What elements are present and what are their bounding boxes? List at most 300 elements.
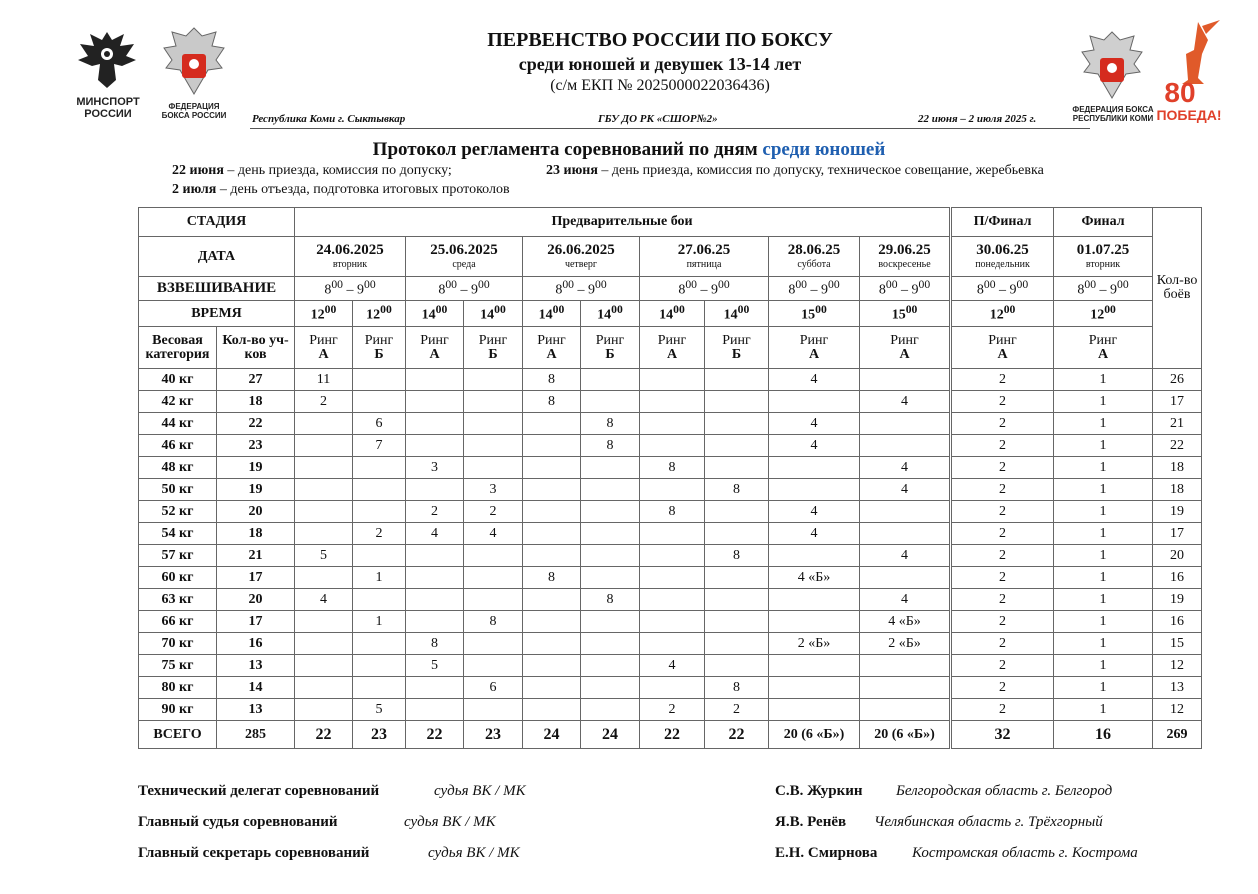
bouts-cell <box>581 523 640 545</box>
header-org: ГБУ ДО РК «СШОР№2» <box>598 113 718 125</box>
bouts-cell: 1 <box>1054 501 1153 523</box>
date-value: 26.06.2025 <box>547 242 615 258</box>
official-name <box>775 783 863 800</box>
bouts-cell: 4 <box>406 523 464 545</box>
session-time <box>1054 301 1153 327</box>
weigh-start-min: 00 <box>1084 278 1097 292</box>
bouts-cell <box>581 545 640 567</box>
bouts-cell: 2 <box>951 633 1054 655</box>
weigh-time: $8^{00} - 9^{00}$ <box>640 277 769 301</box>
bouts-cell <box>464 589 523 611</box>
weigh-end: 9 <box>711 282 718 298</box>
judge-rank-text: судья ВК / МК <box>434 783 526 799</box>
bouts-cell <box>581 479 640 501</box>
bouts-cell: 8 <box>523 567 581 589</box>
weight-category-header: Весовая категория <box>139 327 217 369</box>
protocol-title-highlight: среди юношей <box>762 139 886 160</box>
ring-cell <box>860 327 951 369</box>
bouts-cell <box>705 655 769 677</box>
row-total: 26 <box>1153 369 1202 391</box>
bouts-cell <box>523 633 581 655</box>
date-value: 27.06.25 <box>677 242 731 258</box>
bouts-cell <box>406 611 464 633</box>
ring-cell <box>295 327 353 369</box>
weigh-time: $8^{00} - 9^{00}$ <box>860 277 951 301</box>
bouts-cell: 8 <box>705 677 769 699</box>
ring-word: Ринг <box>799 332 829 348</box>
fbrk-logo-text: ФЕДЕРАЦИЯ БОКСА РЕСПУБЛИКИ КОМИ <box>1072 105 1154 123</box>
title-ekp: (с/м ЕКП № 2025000022036436) <box>550 77 770 94</box>
weigh-end-min: 00 <box>364 278 376 292</box>
ring-cell <box>353 327 406 369</box>
bouts-cell: 6 <box>353 413 406 435</box>
minsport-eagle-icon <box>72 24 142 94</box>
participants-count: 18 <box>217 523 295 545</box>
bouts-cell: 8 <box>705 545 769 567</box>
weigh-start-min: 00 <box>331 278 343 292</box>
session-time <box>406 301 464 327</box>
row-total: 19 <box>1153 589 1202 611</box>
bouts-cell: 8 <box>640 457 705 479</box>
victory-80-number: 80 <box>1164 77 1196 108</box>
weigh-time: $8^{00} - 9^{00}$ <box>1054 277 1153 301</box>
participants-count: 17 <box>217 611 295 633</box>
session-time <box>769 301 860 327</box>
bouts-cell <box>295 655 353 677</box>
ring-word: Ринг <box>420 332 449 348</box>
bouts-cell <box>353 457 406 479</box>
weigh-time: $8^{00} - 9^{00}$ <box>406 277 523 301</box>
bouts-cell <box>769 479 860 501</box>
participants-count-header: Кол-во уч-ков <box>217 327 295 369</box>
ring-cell <box>406 327 464 369</box>
date-cell <box>860 237 951 277</box>
bouts-cell: 8 <box>523 391 581 413</box>
total-label: ВСЕГО <box>139 721 217 749</box>
bouts-cell <box>464 369 523 391</box>
ring-cell <box>705 327 769 369</box>
bouts-cell: 8 <box>464 611 523 633</box>
bouts-cell <box>640 677 705 699</box>
protocol-title <box>0 139 1258 161</box>
bouts-cell <box>860 677 951 699</box>
ring-word: Ринг <box>537 332 566 348</box>
bouts-cell <box>581 501 640 523</box>
ring-word: Ринг <box>722 332 751 348</box>
bouts-cell <box>406 699 464 721</box>
bouts-cell: 8 <box>640 501 705 523</box>
bouts-cell <box>581 567 640 589</box>
table-row <box>139 413 1202 435</box>
bouts-cell: 2 <box>951 611 1054 633</box>
session-minutes: 00 <box>815 303 827 317</box>
participants-count: 17 <box>217 567 295 589</box>
judge-rank <box>428 845 520 862</box>
bouts-cell: 4 «Б» <box>860 611 951 633</box>
session-time <box>464 301 523 327</box>
participants-count: 19 <box>217 457 295 479</box>
bouts-cell <box>769 655 860 677</box>
bouts-cell: 1 <box>1054 413 1153 435</box>
bouts-cell: 2 <box>951 501 1054 523</box>
weigh-time: $8^{00} - 9^{00}$ <box>295 277 406 301</box>
time-row <box>139 301 1202 327</box>
bouts-cell <box>705 435 769 457</box>
bouts-cell <box>464 567 523 589</box>
weigh-start-min: 00 <box>983 278 996 292</box>
bouts-cell <box>860 567 951 589</box>
weigh-time: $8^{00} - 9^{00}$ <box>951 277 1054 301</box>
weigh-end-min: 00 <box>595 278 607 292</box>
session-hour: 14 <box>538 307 553 323</box>
ring-word: Ринг <box>1088 332 1118 348</box>
weigh-end-min: 00 <box>718 278 730 292</box>
official-region <box>874 814 1103 831</box>
bouts-cell <box>353 677 406 699</box>
official-region <box>912 845 1138 862</box>
session-total: 16 <box>1054 721 1153 749</box>
bouts-cell <box>705 589 769 611</box>
bouts-cell <box>523 479 581 501</box>
session-total: 22 <box>705 721 769 749</box>
bouts-cell: 8 <box>581 435 640 457</box>
weigh-end: 9 <box>471 282 478 298</box>
date-value: 28.06.25 <box>787 242 841 258</box>
bouts-cell <box>581 633 640 655</box>
bouts-cell <box>406 545 464 567</box>
weight-category: 63 кг <box>139 589 217 611</box>
note1-text: – день приезда, комиссия по допуску; <box>223 163 452 178</box>
weigh-start-min: 00 <box>885 278 898 292</box>
weight-category: 60 кг <box>139 567 217 589</box>
bouts-cell <box>464 457 523 479</box>
session-total: 23 <box>353 721 406 749</box>
bouts-cell <box>523 413 581 435</box>
bouts-cell <box>353 655 406 677</box>
row-total: 12 <box>1153 699 1202 721</box>
weigh-end-min: 00 <box>1016 278 1029 292</box>
ring-letter: А <box>899 346 910 362</box>
weight-category: 52 кг <box>139 501 217 523</box>
bouts-cell <box>705 567 769 589</box>
weight-category: 54 кг <box>139 523 217 545</box>
ring-letter: А <box>997 346 1008 362</box>
session-minutes: 00 <box>324 303 337 317</box>
weigh-end-min: 00 <box>828 278 840 292</box>
bouts-cell <box>406 567 464 589</box>
bouts-count-header: Кол-во боёв <box>1153 208 1202 369</box>
bouts-cell <box>705 523 769 545</box>
bouts-cell: 4 <box>640 655 705 677</box>
bouts-cell <box>464 391 523 413</box>
participants-count: 14 <box>217 677 295 699</box>
ring-letter: А <box>429 346 440 362</box>
weigh-start-min: 00 <box>445 278 457 292</box>
bouts-cell: 3 <box>464 479 523 501</box>
bouts-cell <box>295 633 353 655</box>
row-total: 17 <box>1153 523 1202 545</box>
session-time <box>860 301 951 327</box>
victory-word: ПОБЕДА! <box>1156 107 1222 123</box>
weight-category: 90 кг <box>139 699 217 721</box>
judge-rank <box>434 783 526 800</box>
session-time <box>951 301 1054 327</box>
row-total: 16 <box>1153 567 1202 589</box>
bouts-cell: 2 <box>951 523 1054 545</box>
session-time <box>295 301 353 327</box>
weight-category: 50 кг <box>139 479 217 501</box>
bouts-cell <box>769 611 860 633</box>
role-title: Главный судья соревнований <box>138 814 338 830</box>
bouts-cell: 5 <box>295 545 353 567</box>
participants-count: 13 <box>217 655 295 677</box>
session-minutes: 00 <box>1003 303 1016 317</box>
session-minutes: 00 <box>737 303 750 317</box>
participants-count: 20 <box>217 501 295 523</box>
bouts-cell: 1 <box>1054 435 1153 457</box>
official-region <box>896 783 1112 800</box>
session-total: 22 <box>640 721 705 749</box>
bouts-cell: 1 <box>1054 567 1153 589</box>
bouts-cell <box>523 589 581 611</box>
bouts-cell: 1 <box>1054 545 1153 567</box>
ring-row <box>139 327 1202 369</box>
row-total: 15 <box>1153 633 1202 655</box>
session-minutes: 00 <box>611 303 623 317</box>
ring-letter: А <box>666 346 678 362</box>
row-total: 12 <box>1153 655 1202 677</box>
bouts-cell: 4 <box>860 457 951 479</box>
bouts-cell <box>523 677 581 699</box>
weigh-end: 9 <box>821 282 828 298</box>
table-row <box>139 567 1202 589</box>
row-total: 16 <box>1153 611 1202 633</box>
bouts-cell <box>406 479 464 501</box>
table-row <box>139 479 1202 501</box>
ring-letter: А <box>546 346 557 362</box>
day-of-week: пятница <box>686 259 722 270</box>
weigh-start: 8 <box>438 282 446 298</box>
official-region-text: Челябинская область г. Трёхгорный <box>874 814 1103 830</box>
ring-letter: А <box>1097 346 1109 362</box>
bouts-cell <box>581 369 640 391</box>
role-title: Технический делегат соревнований <box>138 783 380 799</box>
row-total: 22 <box>1153 435 1202 457</box>
bouts-cell <box>353 633 406 655</box>
weigh-end: 9 <box>911 282 919 298</box>
judge-rank-text: судья ВК / МК <box>428 845 520 861</box>
bouts-cell <box>860 369 951 391</box>
bouts-cell: 1 <box>1054 391 1153 413</box>
bouts-cell: 2 <box>705 699 769 721</box>
bouts-cell: 4 <box>860 479 951 501</box>
stage-final: Финал <box>1054 208 1153 237</box>
bouts-cell: 2 <box>951 677 1054 699</box>
bouts-cell <box>295 413 353 435</box>
bouts-cell <box>581 655 640 677</box>
date-value: 01.07.25 <box>1076 242 1130 258</box>
session-total: 20 (6 «Б») <box>769 721 860 749</box>
row-total: 19 <box>1153 501 1202 523</box>
bouts-cell <box>406 435 464 457</box>
session-total: 32 <box>951 721 1054 749</box>
bouts-cell: 2 <box>951 391 1054 413</box>
session-time <box>705 301 769 327</box>
bouts-cell <box>523 611 581 633</box>
session-total: 22 <box>295 721 353 749</box>
session-hour: 14 <box>723 307 738 323</box>
table-row <box>139 523 1202 545</box>
fbr-logo-text: ФЕДЕРАЦИЯ БОКСА РОССИИ <box>161 102 227 120</box>
bouts-cell <box>464 545 523 567</box>
signature-role <box>138 814 338 831</box>
ring-letter: Б <box>605 346 615 362</box>
session-minutes: 00 <box>552 303 565 317</box>
note-departure <box>172 182 510 198</box>
weigh-start: 8 <box>555 282 563 298</box>
bouts-cell: 1 <box>1054 655 1153 677</box>
bouts-cell <box>640 567 705 589</box>
fbrk-emblem-icon <box>1076 28 1148 104</box>
bouts-cell <box>705 611 769 633</box>
weigh-start: 8 <box>976 282 984 298</box>
header-dates: 22 июня – 2 июля 2025 г. <box>918 113 1037 125</box>
date-value: 24.06.2025 <box>316 242 384 258</box>
bouts-cell: 1 <box>1054 479 1153 501</box>
bouts-cell <box>295 479 353 501</box>
weight-category: 75 кг <box>139 655 217 677</box>
bouts-cell: 1 <box>1054 633 1153 655</box>
weigh-label: ВЗВЕШИВАНИЕ <box>139 277 295 301</box>
row-total: 17 <box>1153 391 1202 413</box>
date-cell <box>406 237 523 277</box>
bouts-cell <box>705 391 769 413</box>
official-name-text: Е.Н. Смирнова <box>775 845 878 861</box>
bouts-cell <box>464 435 523 457</box>
bouts-cell <box>406 369 464 391</box>
table-row <box>139 633 1202 655</box>
bouts-cell: 2 «Б» <box>860 633 951 655</box>
title-sub: среди юношей и девушек 13-14 лет <box>518 54 802 74</box>
bouts-cell: 8 <box>406 633 464 655</box>
signature-role <box>138 845 369 862</box>
ring-letter: Б <box>731 346 742 362</box>
official-region-text: Костромская область г. Кострома <box>912 845 1138 861</box>
bouts-cell <box>295 611 353 633</box>
weigh-start-min: 00 <box>795 278 807 292</box>
ring-cell <box>640 327 705 369</box>
session-time <box>353 301 406 327</box>
bouts-cell: 6 <box>464 677 523 699</box>
role-title: Главный секретарь соревнований <box>138 845 370 861</box>
day-of-week: четверг <box>564 259 598 270</box>
bouts-cell <box>581 699 640 721</box>
weight-category: 40 кг <box>139 369 217 391</box>
session-minutes: 00 <box>380 303 392 317</box>
participants-count: 21 <box>217 545 295 567</box>
bouts-cell: 1 <box>1054 523 1153 545</box>
ring-letter: Б <box>374 346 384 362</box>
bouts-cell: 2 <box>951 435 1054 457</box>
participants-count: 13 <box>217 699 295 721</box>
note3-text: – день отъезда, подготовка итоговых протоколов <box>216 182 510 197</box>
ring-cell <box>523 327 581 369</box>
bouts-cell: 4 <box>769 435 860 457</box>
bouts-cell <box>640 369 705 391</box>
date-cell <box>769 237 860 277</box>
note2-text: – день приезда, комиссия по допуску, техническое совещание, жеребьевка <box>597 163 1044 178</box>
stage-semifinal: П/Финал <box>951 208 1054 237</box>
bouts-cell <box>705 457 769 479</box>
bouts-cell: 1 <box>1054 589 1153 611</box>
bouts-cell <box>295 435 353 457</box>
bouts-cell <box>581 677 640 699</box>
date-value: 30.06.25 <box>976 242 1029 258</box>
bouts-cell: 4 <box>769 501 860 523</box>
bouts-cell: 2 <box>464 501 523 523</box>
grand-total: 269 <box>1153 721 1202 749</box>
table-row <box>139 435 1202 457</box>
ring-cell <box>581 327 640 369</box>
session-time <box>523 301 581 327</box>
ring-word: Ринг <box>595 332 625 348</box>
bouts-cell: 2 <box>951 545 1054 567</box>
bouts-cell <box>464 699 523 721</box>
bouts-cell: 1 <box>353 567 406 589</box>
bouts-cell <box>406 391 464 413</box>
session-hour: 14 <box>480 307 495 323</box>
bouts-cell: 2 <box>951 699 1054 721</box>
bouts-cell <box>295 567 353 589</box>
bouts-cell <box>353 589 406 611</box>
session-hour: 15 <box>801 307 816 323</box>
date-row <box>139 237 1202 277</box>
bouts-cell <box>640 391 705 413</box>
session-time <box>581 301 640 327</box>
weigh-start: 8 <box>878 282 886 298</box>
bouts-cell: 1 <box>353 611 406 633</box>
date-value: 29.06.25 <box>878 242 931 258</box>
bouts-cell: 7 <box>353 435 406 457</box>
table-row <box>139 545 1202 567</box>
table-row <box>139 391 1202 413</box>
participants-count: 27 <box>217 369 295 391</box>
bouts-cell: 8 <box>581 589 640 611</box>
table-row <box>139 589 1202 611</box>
ring-letter: А <box>808 346 820 362</box>
day-of-week: вторник <box>332 259 368 270</box>
weigh-end: 9 <box>588 282 595 298</box>
bouts-cell <box>705 633 769 655</box>
bouts-cell: 11 <box>295 369 353 391</box>
bouts-cell <box>353 501 406 523</box>
ring-cell <box>769 327 860 369</box>
session-hour: 12 <box>1090 307 1105 323</box>
weight-category: 66 кг <box>139 611 217 633</box>
title-main: ПЕРВЕНСТВО РОССИИ ПО БОКСУ <box>487 29 833 51</box>
bouts-cell: 4 <box>295 589 353 611</box>
session-hour: 15 <box>891 307 906 323</box>
bouts-cell: 2 <box>951 369 1054 391</box>
weight-category: 70 кг <box>139 633 217 655</box>
bouts-cell <box>640 479 705 501</box>
bouts-cell <box>295 699 353 721</box>
bouts-cell: 4 <box>860 545 951 567</box>
bouts-cell: 4 <box>860 391 951 413</box>
table-row <box>139 611 1202 633</box>
day-of-week: воскресенье <box>878 259 931 270</box>
official-name-text: Я.В. Ренёв <box>775 814 847 830</box>
